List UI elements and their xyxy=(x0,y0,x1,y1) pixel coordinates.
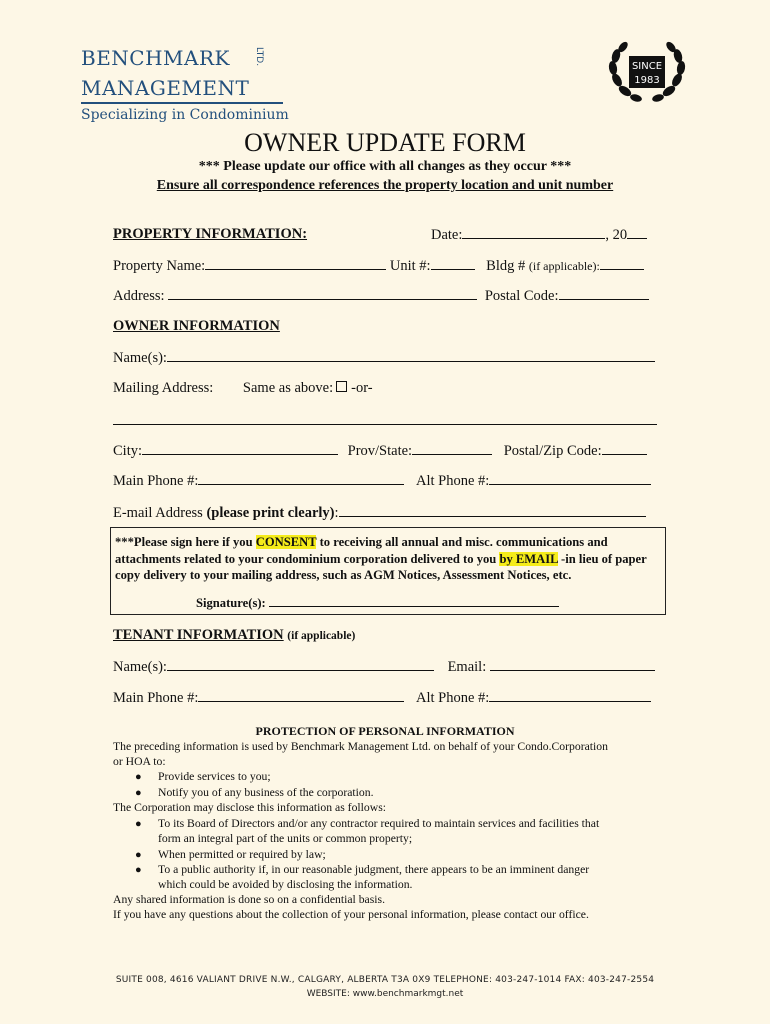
logo-company-name-line2: MANAGEMENT xyxy=(81,76,250,100)
unit-field[interactable] xyxy=(431,257,475,270)
privacy-intro-1: The preceding information is used by Benchmark Management Ltd. on behalf of your Condo.Corporation xyxy=(113,740,608,753)
footer-website: WEBSITE: www.benchmarkmgt.net xyxy=(306,989,464,999)
year-label: , 20 xyxy=(605,227,628,243)
bldg-note: (if applicable): xyxy=(528,259,600,273)
form-subtitle-2: Ensure all correspondence references the property location and unit number xyxy=(156,178,614,193)
year-field[interactable] xyxy=(627,226,647,239)
privacy-use-2: Notify you of any business of the corporation. xyxy=(158,786,374,799)
mailing-address-row xyxy=(113,380,373,397)
tenant-main-phone-label: Main Phone #: xyxy=(113,690,199,706)
prov-state-label: Prov/State: xyxy=(347,443,413,459)
owner-names-row xyxy=(113,349,655,367)
bldg-field[interactable] xyxy=(600,257,644,270)
bullet-icon: ● xyxy=(135,849,142,861)
consent-text xyxy=(115,534,663,584)
footer-address: SUITE 008, 4616 VALIANT DRIVE N.W., CALGARY, ALBERTA T3A 0X9 TELEPHONE: 403-247-1014 FAX: 403-247-2554 xyxy=(115,975,655,985)
tenant-names-field[interactable] xyxy=(167,658,434,671)
owner-email-field[interactable] xyxy=(339,504,646,517)
by-email-highlight: by EMAIL xyxy=(499,551,558,566)
owner-email-label: E-mail Address xyxy=(113,505,203,521)
date-field[interactable] xyxy=(462,226,605,239)
logo-tagline: Specializing in Condominium xyxy=(81,107,289,123)
bullet-icon: ● xyxy=(135,864,142,876)
tenant-heading-row xyxy=(113,627,355,644)
date-row xyxy=(431,226,647,244)
form-subtitle-1: *** Please update our office with all changes as they occur *** xyxy=(198,159,572,174)
owner-alt-phone-label: Alt Phone #: xyxy=(416,473,490,489)
address-row xyxy=(113,287,649,305)
privacy-intro-2: or HOA to: xyxy=(113,755,166,768)
owner-heading-row xyxy=(113,318,280,335)
tenant-alt-phone-field[interactable] xyxy=(489,689,651,702)
property-info-heading: PROPERTY INFORMATION: xyxy=(113,226,308,242)
tenant-names-row xyxy=(113,658,655,676)
privacy-confidential: Any shared information is done so on a confidential basis. xyxy=(113,893,386,906)
postal-zip-field[interactable] xyxy=(602,442,647,455)
privacy-use-1: Provide services to you; xyxy=(158,770,271,783)
signature-row xyxy=(196,596,559,611)
mailing-address-field[interactable] xyxy=(113,424,657,425)
postal-code-field[interactable] xyxy=(559,287,649,300)
owner-email-row xyxy=(113,504,646,522)
unit-label: Unit #: xyxy=(389,258,431,274)
owner-phone-row xyxy=(113,472,651,490)
laurel-wreath-icon xyxy=(603,40,691,106)
bullet-icon: ● xyxy=(135,787,142,799)
same-as-above-label: Same as above: xyxy=(242,380,334,396)
address-field[interactable] xyxy=(168,287,477,300)
city-row xyxy=(113,442,647,460)
owner-main-phone-label: Main Phone #: xyxy=(113,473,199,489)
form-title: OWNER UPDATE FORM xyxy=(244,128,526,157)
privacy-title: PROTECTION OF PERSONAL INFORMATION xyxy=(255,724,515,738)
privacy-disclosure-2: When permitted or required by law; xyxy=(158,848,326,861)
privacy-disclosure-1b: form an integral part of the units or common property; xyxy=(158,832,413,845)
tenant-phone-row xyxy=(113,689,651,707)
or-label: -or- xyxy=(351,380,373,396)
owner-email-note: (please print clearly) xyxy=(206,505,335,521)
address-label: Address: xyxy=(113,288,165,304)
logo-ltd: LTD. xyxy=(254,47,264,67)
postal-code-label: Postal Code: xyxy=(484,288,559,304)
owner-main-phone-field[interactable] xyxy=(198,472,404,485)
privacy-disclosure-1a: To its Board of Directors and/or any contractor required to maintain services and facilities that xyxy=(158,817,600,830)
owner-info-heading: OWNER INFORMATION xyxy=(113,318,280,334)
tenant-info-heading: TENANT INFORMATION xyxy=(113,627,284,643)
consent-text-post: -in lieu of paper copy delivery to your mailing address, such as AGM Notices, Assessment Notices, etc. xyxy=(115,551,647,582)
tenant-alt-phone-label: Alt Phone #: xyxy=(416,690,490,706)
bullet-icon: ● xyxy=(135,818,142,830)
badge-year-text: 1983 xyxy=(634,75,660,86)
tenant-email-field[interactable] xyxy=(490,658,655,671)
owner-alt-phone-field[interactable] xyxy=(489,472,651,485)
tenant-email-label: Email: xyxy=(447,659,487,675)
bullet-icon: ● xyxy=(135,771,142,783)
date-label: Date: xyxy=(431,227,463,243)
consent-highlight: CONSENT xyxy=(255,535,317,549)
privacy-disclosure-3b: which could be avoided by disclosing the information. xyxy=(158,878,413,891)
property-heading-row xyxy=(113,226,307,243)
consent-text-mid: to receiving all annual and misc. communications and attachments related to your condominium corporation delivered to you xyxy=(115,535,608,566)
owner-names-label: Name(s): xyxy=(113,350,167,366)
owner-names-field[interactable] xyxy=(167,349,655,362)
property-name-field[interactable] xyxy=(205,257,386,270)
postal-zip-label: Postal/Zip Code: xyxy=(503,443,602,459)
bldg-label: Bldg # xyxy=(486,258,526,274)
mailing-address-label: Mailing Address: xyxy=(113,380,214,396)
property-name-label: Property Name: xyxy=(113,258,206,274)
signature-field[interactable] xyxy=(269,596,559,607)
signature-label: Signature(s): xyxy=(196,596,266,610)
privacy-disclosure-3a: To a public authority if, in our reasonable judgment, there appears to be an imminent danger xyxy=(158,863,590,876)
tenant-note: (if applicable) xyxy=(287,630,356,642)
prov-state-field[interactable] xyxy=(412,442,492,455)
consent-text-pre: ***Please sign here if you xyxy=(115,535,256,549)
tenant-main-phone-field[interactable] xyxy=(198,689,404,702)
same-as-above-checkbox[interactable] xyxy=(336,381,347,392)
owner-email-colon: : xyxy=(334,505,339,521)
logo-company-name-line1: BENCHMARK xyxy=(81,46,230,70)
since-badge xyxy=(603,40,691,106)
badge-since-text: SINCE xyxy=(631,61,663,72)
privacy-disclose-intro: The Corporation may disclose this information as follows: xyxy=(113,801,386,814)
tenant-names-label: Name(s): xyxy=(113,659,167,675)
logo-divider xyxy=(81,102,283,104)
city-label: City: xyxy=(113,443,143,459)
privacy-questions: If you have any questions about the collection of your personal information, please contact our office. xyxy=(113,908,589,921)
email-consent-box xyxy=(110,527,666,615)
property-name-row xyxy=(113,257,644,275)
city-field[interactable] xyxy=(142,442,338,455)
